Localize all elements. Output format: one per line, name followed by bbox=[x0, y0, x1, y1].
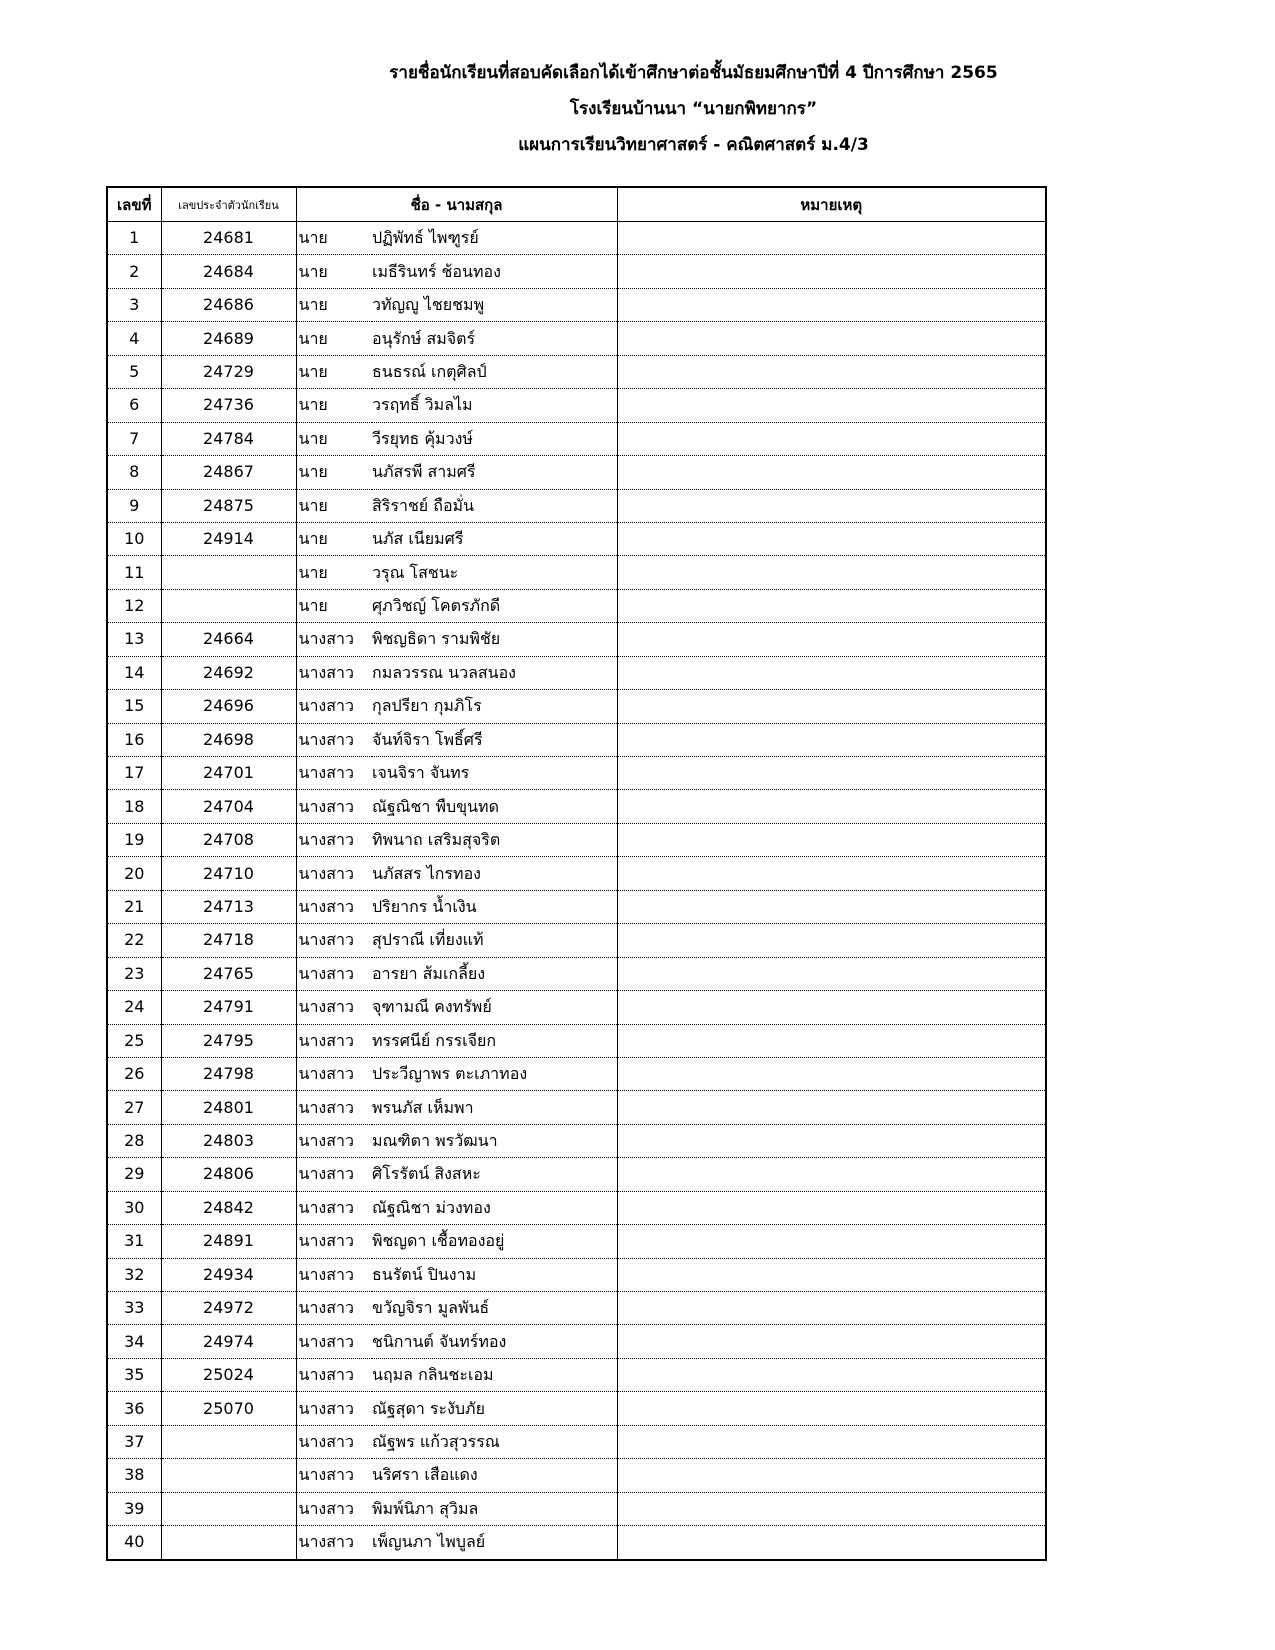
student-id: 24934 bbox=[161, 1258, 296, 1291]
student-name: ขวัญจิรา มูลพันธ์ bbox=[372, 1292, 617, 1325]
student-id: 24867 bbox=[161, 456, 296, 489]
table-row bbox=[107, 322, 1046, 355]
row-number: 26 bbox=[107, 1057, 161, 1090]
student-name: พิชญดา เชื้อทองอยู่ bbox=[372, 1225, 617, 1258]
row-number: 27 bbox=[107, 1091, 161, 1124]
table-row bbox=[107, 1358, 1046, 1391]
note-cell bbox=[617, 1526, 1046, 1560]
student-name: สุปราณี เที่ยงแท้ bbox=[372, 924, 617, 957]
table-row bbox=[107, 422, 1046, 455]
note-cell bbox=[617, 288, 1046, 321]
row-number: 28 bbox=[107, 1124, 161, 1157]
name-prefix: นางสาว bbox=[296, 1225, 372, 1258]
student-name: ธนรัตน์ ปินงาม bbox=[372, 1258, 617, 1291]
student-id: 24708 bbox=[161, 823, 296, 856]
name-prefix: นางสาว bbox=[296, 690, 372, 723]
note-cell bbox=[617, 456, 1046, 489]
student-name: พิชญธิดา รามพิชัย bbox=[372, 623, 617, 656]
row-number: 22 bbox=[107, 924, 161, 957]
row-number: 21 bbox=[107, 890, 161, 923]
note-cell bbox=[617, 255, 1046, 288]
row-number: 37 bbox=[107, 1425, 161, 1458]
student-id: 24696 bbox=[161, 690, 296, 723]
table-row bbox=[107, 623, 1046, 656]
table-row bbox=[107, 522, 1046, 555]
student-id: 24681 bbox=[161, 222, 296, 255]
note-cell bbox=[617, 1191, 1046, 1224]
student-name: พรนภัส เห็มพา bbox=[372, 1091, 617, 1124]
student-id bbox=[161, 589, 296, 622]
name-prefix: นางสาว bbox=[296, 1091, 372, 1124]
row-number: 10 bbox=[107, 522, 161, 555]
row-number: 9 bbox=[107, 489, 161, 522]
row-number: 38 bbox=[107, 1459, 161, 1492]
column-header-name: ชื่อ - นามสกุล bbox=[296, 187, 617, 222]
row-number: 6 bbox=[107, 389, 161, 422]
name-prefix: นาย bbox=[296, 288, 372, 321]
row-number: 17 bbox=[107, 757, 161, 790]
row-number: 16 bbox=[107, 723, 161, 756]
note-cell bbox=[617, 1225, 1046, 1258]
student-name: อารยา ส้มเกลี้ยง bbox=[372, 957, 617, 990]
student-name: พิมพ์นิภา สุวิมล bbox=[372, 1492, 617, 1525]
row-number: 29 bbox=[107, 1158, 161, 1191]
name-prefix: นาย bbox=[296, 389, 372, 422]
table-row bbox=[107, 389, 1046, 422]
row-number: 32 bbox=[107, 1258, 161, 1291]
student-name: นภัสรพี สามศรี bbox=[372, 456, 617, 489]
student-name: นฤมล กลินชะเอม bbox=[372, 1358, 617, 1391]
name-prefix: นางสาว bbox=[296, 924, 372, 957]
row-number: 13 bbox=[107, 623, 161, 656]
note-cell bbox=[617, 957, 1046, 990]
note-cell bbox=[617, 690, 1046, 723]
table-row bbox=[107, 1526, 1046, 1560]
row-number: 19 bbox=[107, 823, 161, 856]
row-number: 30 bbox=[107, 1191, 161, 1224]
table-row bbox=[107, 1292, 1046, 1325]
table-row bbox=[107, 757, 1046, 790]
name-prefix: นาย bbox=[296, 489, 372, 522]
name-prefix: นางสาว bbox=[296, 1258, 372, 1291]
name-prefix: นางสาว bbox=[296, 1526, 372, 1560]
name-prefix: นาย bbox=[296, 589, 372, 622]
student-name: ชนิกานต์ จันทร์ทอง bbox=[372, 1325, 617, 1358]
name-prefix: นางสาว bbox=[296, 1358, 372, 1391]
student-name: ทรรศนีย์ กรรเจียก bbox=[372, 1024, 617, 1057]
row-number: 14 bbox=[107, 656, 161, 689]
row-number: 23 bbox=[107, 957, 161, 990]
note-cell bbox=[617, 857, 1046, 890]
student-id: 24801 bbox=[161, 1091, 296, 1124]
name-prefix: นางสาว bbox=[296, 656, 372, 689]
student-id: 25024 bbox=[161, 1358, 296, 1391]
student-id: 24842 bbox=[161, 1191, 296, 1224]
student-name: เพ็ญนภา ไพบูลย์ bbox=[372, 1526, 617, 1560]
note-cell bbox=[617, 991, 1046, 1024]
note-cell bbox=[617, 422, 1046, 455]
student-name: วรฤทธิ์ วิมลไม bbox=[372, 389, 617, 422]
student-id bbox=[161, 556, 296, 589]
row-number: 24 bbox=[107, 991, 161, 1024]
table-row bbox=[107, 222, 1046, 255]
student-name: ศุภวิชญ์ โคตรภักดี bbox=[372, 589, 617, 622]
student-name: ทิพนาถ เสริมสุจริต bbox=[372, 823, 617, 856]
student-name: ณัฐสุดา ระงับภัย bbox=[372, 1392, 617, 1425]
name-prefix: นางสาว bbox=[296, 623, 372, 656]
name-prefix: นาย bbox=[296, 322, 372, 355]
table-row bbox=[107, 1459, 1046, 1492]
row-number: 12 bbox=[107, 589, 161, 622]
note-cell bbox=[617, 489, 1046, 522]
row-number: 18 bbox=[107, 790, 161, 823]
note-cell bbox=[617, 1024, 1046, 1057]
student-id: 24875 bbox=[161, 489, 296, 522]
table-row bbox=[107, 255, 1046, 288]
student-id: 24729 bbox=[161, 355, 296, 388]
student-id: 24803 bbox=[161, 1124, 296, 1157]
table-row bbox=[107, 489, 1046, 522]
name-prefix: นาย bbox=[296, 222, 372, 255]
note-cell bbox=[617, 589, 1046, 622]
table-row bbox=[107, 288, 1046, 321]
name-prefix: นางสาว bbox=[296, 1158, 372, 1191]
note-cell bbox=[617, 522, 1046, 555]
student-id: 24765 bbox=[161, 957, 296, 990]
name-prefix: นางสาว bbox=[296, 957, 372, 990]
name-prefix: นางสาว bbox=[296, 1492, 372, 1525]
note-cell bbox=[617, 924, 1046, 957]
student-id bbox=[161, 1459, 296, 1492]
table-header-row bbox=[107, 187, 1046, 222]
table-row bbox=[107, 857, 1046, 890]
student-id: 24736 bbox=[161, 389, 296, 422]
table-row bbox=[107, 1425, 1046, 1458]
note-cell bbox=[617, 355, 1046, 388]
table-row bbox=[107, 991, 1046, 1024]
document-title: รายชื่อนักเรียนที่สอบคัดเลือกได้เข้าศึกษาต่อชั้นมัธยมศึกษาปีที่ 4 ปีการศึกษา 2565 bbox=[389, 63, 998, 83]
name-prefix: นางสาว bbox=[296, 1459, 372, 1492]
student-name: นริศรา เสือแดง bbox=[372, 1459, 617, 1492]
row-number: 2 bbox=[107, 255, 161, 288]
note-cell bbox=[617, 757, 1046, 790]
student-name: ปริยากร น้ำเงิน bbox=[372, 890, 617, 923]
note-cell bbox=[617, 623, 1046, 656]
name-prefix: นางสาว bbox=[296, 1124, 372, 1157]
student-name: จุฑามณี คงทรัพย์ bbox=[372, 991, 617, 1024]
study-plan-title: แผนการเรียนวิทยาศาสตร์ - คณิตศาสตร์ ม.4/3 bbox=[518, 135, 869, 155]
student-id: 24701 bbox=[161, 757, 296, 790]
row-number: 3 bbox=[107, 288, 161, 321]
student-name: ณัฐณิชา พืบขุนทด bbox=[372, 790, 617, 823]
student-id: 24974 bbox=[161, 1325, 296, 1358]
row-number: 15 bbox=[107, 690, 161, 723]
table-row bbox=[107, 355, 1046, 388]
note-cell bbox=[617, 1158, 1046, 1191]
name-prefix: นาย bbox=[296, 355, 372, 388]
student-name: จันท์จิรา โพธิ์ศรี bbox=[372, 723, 617, 756]
note-cell bbox=[617, 823, 1046, 856]
note-cell bbox=[617, 1425, 1046, 1458]
row-number: 34 bbox=[107, 1325, 161, 1358]
table-row bbox=[107, 1325, 1046, 1358]
table-row bbox=[107, 1158, 1046, 1191]
note-cell bbox=[617, 556, 1046, 589]
row-number: 7 bbox=[107, 422, 161, 455]
note-cell bbox=[617, 1091, 1046, 1124]
note-cell bbox=[617, 1459, 1046, 1492]
note-cell bbox=[617, 1292, 1046, 1325]
note-cell bbox=[617, 322, 1046, 355]
student-id: 24713 bbox=[161, 890, 296, 923]
table-row bbox=[107, 1492, 1046, 1525]
student-name: กมลวรรณ นวลสนอง bbox=[372, 656, 617, 689]
name-prefix: นาย bbox=[296, 556, 372, 589]
student-id: 24686 bbox=[161, 288, 296, 321]
note-cell bbox=[617, 1492, 1046, 1525]
student-id: 24795 bbox=[161, 1024, 296, 1057]
table-row bbox=[107, 823, 1046, 856]
student-name: ปฏิพัทธ์ ไพฑูรย์ bbox=[372, 222, 617, 255]
student-name: ณัฐพร แก้วสุวรรณ bbox=[372, 1425, 617, 1458]
student-list-table bbox=[106, 186, 1047, 1561]
table-body bbox=[107, 222, 1046, 1560]
table-row bbox=[107, 790, 1046, 823]
table-row bbox=[107, 890, 1046, 923]
name-prefix: นางสาว bbox=[296, 1292, 372, 1325]
student-id: 24664 bbox=[161, 623, 296, 656]
row-number: 35 bbox=[107, 1358, 161, 1391]
student-name: นภัส เนียมศรี bbox=[372, 522, 617, 555]
name-prefix: นาย bbox=[296, 255, 372, 288]
row-number: 25 bbox=[107, 1024, 161, 1057]
row-number: 20 bbox=[107, 857, 161, 890]
note-cell bbox=[617, 1057, 1046, 1090]
table-row bbox=[107, 1091, 1046, 1124]
student-name: กุลปรียา กุมภิโร bbox=[372, 690, 617, 723]
student-id: 24972 bbox=[161, 1292, 296, 1325]
row-number: 39 bbox=[107, 1492, 161, 1525]
table-row bbox=[107, 924, 1046, 957]
table-row bbox=[107, 1225, 1046, 1258]
student-id: 25070 bbox=[161, 1392, 296, 1425]
table-row bbox=[107, 456, 1046, 489]
student-name: วทัญญู ไชยชมพู bbox=[372, 288, 617, 321]
note-cell bbox=[617, 723, 1046, 756]
row-number: 5 bbox=[107, 355, 161, 388]
row-number: 31 bbox=[107, 1225, 161, 1258]
table-row bbox=[107, 656, 1046, 689]
student-name: วีรยุทธ คุ้มวงษ์ bbox=[372, 422, 617, 455]
student-id bbox=[161, 1425, 296, 1458]
name-prefix: นางสาว bbox=[296, 723, 372, 756]
table-row bbox=[107, 556, 1046, 589]
table-row bbox=[107, 690, 1046, 723]
name-prefix: นางสาว bbox=[296, 890, 372, 923]
row-number: 11 bbox=[107, 556, 161, 589]
note-cell bbox=[617, 656, 1046, 689]
note-cell bbox=[617, 222, 1046, 255]
student-name: ประวีญาพร ตะเภาทอง bbox=[372, 1057, 617, 1090]
student-name: เมธีรินทร์ ช้อนทอง bbox=[372, 255, 617, 288]
student-name: ณัฐณิชา ม่วงทอง bbox=[372, 1191, 617, 1224]
name-prefix: นางสาว bbox=[296, 1191, 372, 1224]
name-prefix: นาย bbox=[296, 522, 372, 555]
student-name: นภัสสร ไกรทอง bbox=[372, 857, 617, 890]
note-cell bbox=[617, 389, 1046, 422]
table-row bbox=[107, 1258, 1046, 1291]
name-prefix: นางสาว bbox=[296, 823, 372, 856]
student-id: 24689 bbox=[161, 322, 296, 355]
table-row bbox=[107, 1024, 1046, 1057]
row-number: 1 bbox=[107, 222, 161, 255]
student-id bbox=[161, 1492, 296, 1525]
student-id: 24710 bbox=[161, 857, 296, 890]
row-number: 8 bbox=[107, 456, 161, 489]
student-name: มณฑิตา พรวัฒนา bbox=[372, 1124, 617, 1157]
table-row bbox=[107, 1191, 1046, 1224]
note-cell bbox=[617, 1325, 1046, 1358]
column-header-no: เลขที่ bbox=[107, 187, 161, 222]
student-id: 24718 bbox=[161, 924, 296, 957]
student-name: เจนจิรา จันทร bbox=[372, 757, 617, 790]
student-id: 24704 bbox=[161, 790, 296, 823]
note-cell bbox=[617, 890, 1046, 923]
student-id bbox=[161, 1526, 296, 1560]
row-number: 33 bbox=[107, 1292, 161, 1325]
name-prefix: นางสาว bbox=[296, 1425, 372, 1458]
table-row bbox=[107, 1057, 1046, 1090]
student-name: ศิโรรัตน์ สิงสหะ bbox=[372, 1158, 617, 1191]
name-prefix: นางสาว bbox=[296, 1392, 372, 1425]
student-id: 24914 bbox=[161, 522, 296, 555]
student-id: 24684 bbox=[161, 255, 296, 288]
note-cell bbox=[617, 1392, 1046, 1425]
table-row bbox=[107, 723, 1046, 756]
name-prefix: นางสาว bbox=[296, 857, 372, 890]
student-id: 24698 bbox=[161, 723, 296, 756]
student-id: 24798 bbox=[161, 1057, 296, 1090]
column-header-note: หมายเหตุ bbox=[617, 187, 1046, 222]
note-cell bbox=[617, 790, 1046, 823]
note-cell bbox=[617, 1124, 1046, 1157]
student-id: 24806 bbox=[161, 1158, 296, 1191]
row-number: 36 bbox=[107, 1392, 161, 1425]
table-row bbox=[107, 1392, 1046, 1425]
name-prefix: นางสาว bbox=[296, 1325, 372, 1358]
note-cell bbox=[617, 1258, 1046, 1291]
column-header-student-id: เลขประจำตัวนักเรียน bbox=[161, 187, 296, 222]
student-name: วรุณ โสชนะ bbox=[372, 556, 617, 589]
student-name: สิริราชย์ ถือมั่น bbox=[372, 489, 617, 522]
row-number: 4 bbox=[107, 322, 161, 355]
student-name: อนุรักษ์ สมจิตร์ bbox=[372, 322, 617, 355]
note-cell bbox=[617, 1358, 1046, 1391]
table-row bbox=[107, 589, 1046, 622]
name-prefix: นางสาว bbox=[296, 991, 372, 1024]
table-row bbox=[107, 957, 1046, 990]
student-id: 24784 bbox=[161, 422, 296, 455]
name-prefix: นางสาว bbox=[296, 1024, 372, 1057]
name-prefix: นาย bbox=[296, 422, 372, 455]
name-prefix: นางสาว bbox=[296, 1057, 372, 1090]
school-name: โรงเรียนบ้านนา “นายกพิทยากร” bbox=[569, 99, 818, 119]
student-id: 24791 bbox=[161, 991, 296, 1024]
name-prefix: นาย bbox=[296, 456, 372, 489]
row-number: 40 bbox=[107, 1526, 161, 1560]
name-prefix: นางสาว bbox=[296, 757, 372, 790]
student-id: 24891 bbox=[161, 1225, 296, 1258]
student-id: 24692 bbox=[161, 656, 296, 689]
student-name: ธนธรณ์ เกตุศิลป์ bbox=[372, 355, 617, 388]
name-prefix: นางสาว bbox=[296, 790, 372, 823]
table-row bbox=[107, 1124, 1046, 1157]
